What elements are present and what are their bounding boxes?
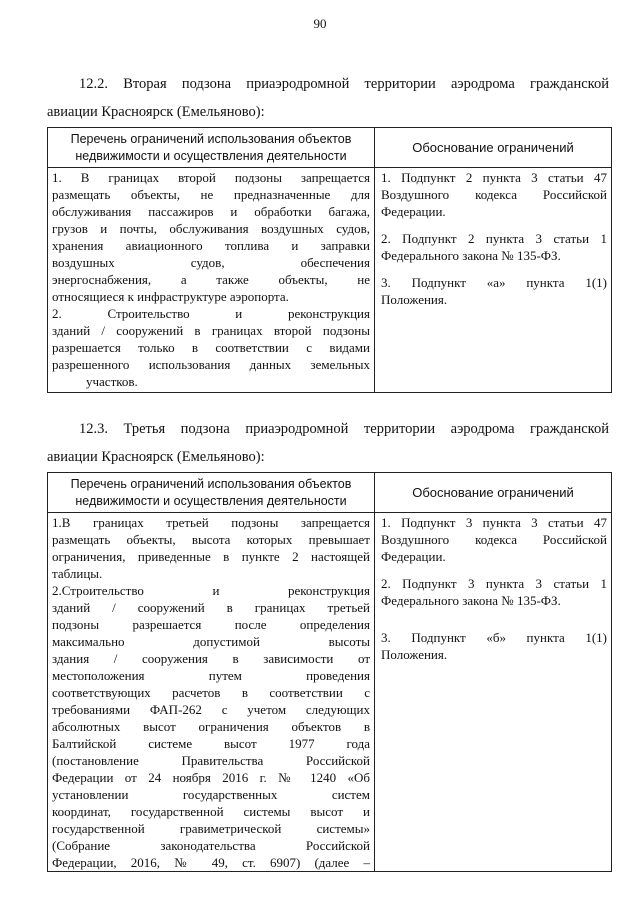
text-line: размещать объекты, не предназначенные для bbox=[52, 187, 370, 202]
restrictions-table-12-3 bbox=[47, 472, 612, 872]
restrictions-cell bbox=[48, 168, 375, 393]
section-12-2-heading bbox=[47, 70, 609, 126]
text-line: участков. bbox=[86, 374, 138, 389]
text-line: 2. Подпункт 2 пункта 3 статьи 1 bbox=[381, 231, 607, 246]
text-line: Балтийской системе высот 1977 года bbox=[52, 736, 370, 751]
column-header-restrictions: Перечень ограничений использования объектов недвижимости и осуществления деятельности bbox=[48, 128, 375, 168]
column-header-justification: Обоснование ограничений bbox=[375, 128, 612, 168]
text-line: Воздушного кодекса Российской bbox=[381, 187, 607, 202]
text-line: хранения авиационного топлива и заправки bbox=[52, 238, 370, 253]
text-line: Федерального закона № 135-ФЗ. bbox=[381, 593, 561, 608]
text-line: Федерации от 24 ноября 2016 г. № 1240 «Об bbox=[52, 770, 370, 785]
text-line: Положения. bbox=[381, 292, 448, 307]
section-12-3-heading bbox=[47, 415, 609, 471]
text-line: максимально допустимой высоты bbox=[52, 634, 370, 649]
text-line: 2. Строительство и реконструкция bbox=[52, 306, 370, 321]
text-line: грузов и почты, обслуживания воздушных судов, bbox=[52, 221, 370, 236]
column-header-restrictions: Перечень ограничений использования объектов недвижимости и осуществления деятельности bbox=[48, 473, 375, 513]
text-line: координат, государственной системы высот и bbox=[52, 804, 370, 819]
text-line: Федерации, 2016, № 49, ст. 6907) (далее – bbox=[52, 855, 370, 870]
text-line: государственной гравиметрической системы» bbox=[52, 821, 370, 836]
text-line: подзоны разрешается после определения bbox=[52, 617, 370, 632]
text-line: 3. Подпункт «а» пункта 1(1) bbox=[381, 275, 607, 290]
text-line: зданий / сооружений в границах второй подзоны bbox=[52, 323, 370, 338]
text-line: Федерального закона № 135-ФЗ. bbox=[381, 248, 561, 263]
text-line: Воздушного кодекса Российской bbox=[381, 532, 607, 547]
justification-cell bbox=[375, 168, 612, 393]
text-line: 3. Подпункт «б» пункта 1(1) bbox=[381, 630, 607, 645]
text-line: 1. Подпункт 3 пункта 3 статьи 47 bbox=[381, 515, 607, 530]
text-line: (Собрание законодательства Российской bbox=[52, 838, 370, 853]
heading-line: 12.3. Третья подзона приаэродромной территории аэродрома гражданской bbox=[79, 421, 609, 437]
text-line: абсолютных высот ограничения объектов в bbox=[52, 719, 370, 734]
text-line: относящиеся к инфраструктуре аэропорта. bbox=[52, 289, 289, 304]
text-line: 1.В границах третьей подзоны запрещается bbox=[52, 515, 370, 530]
heading-line: 12.2. Вторая подзона приаэродромной территории аэродрома гражданской bbox=[79, 76, 609, 92]
text-line: Положения. bbox=[381, 647, 448, 662]
text-line: требованиями ФАП-262 с учетом следующих bbox=[52, 702, 370, 717]
text-line: энергоснабжения, а также объекты, не bbox=[52, 272, 370, 287]
restrictions-table-12-2 bbox=[47, 127, 612, 393]
heading-line: авиации Красноярск (Емельяново): bbox=[47, 104, 265, 120]
page-number: 90 bbox=[313, 16, 327, 31]
restrictions-cell bbox=[48, 513, 375, 872]
text-line: здания / сооружения в зависимости от bbox=[52, 651, 370, 666]
text-line: 2.Строительство и реконструкция bbox=[52, 583, 370, 598]
text-line: 1. Подпункт 2 пункта 3 статьи 47 bbox=[381, 170, 607, 185]
text-line: Федерации. bbox=[381, 549, 446, 564]
text-line: 1. В границах второй подзоны запрещается bbox=[52, 170, 370, 185]
text-line: размещать объекты, высота которых превышает bbox=[52, 532, 370, 547]
text-line: (постановление Правительства Российской bbox=[52, 753, 370, 768]
text-line: обслуживания пассажиров и обработки багажа, bbox=[52, 204, 370, 219]
text-line: таблицы. bbox=[52, 566, 103, 581]
text-line: местоположения путем проведения bbox=[52, 668, 370, 683]
text-line: установлении государственных систем bbox=[52, 787, 370, 802]
text-line: 2. Подпункт 3 пункта 3 статьи 1 bbox=[381, 576, 607, 591]
heading-line: авиации Красноярск (Емельяново): bbox=[47, 449, 265, 465]
text-line: зданий / сооружений в границах третьей bbox=[52, 600, 370, 615]
text-line: воздушных судов, обеспечения bbox=[52, 255, 370, 270]
column-header-justification: Обоснование ограничений bbox=[375, 473, 612, 513]
text-line: соответствующих расчетов в соответствии с bbox=[52, 685, 370, 700]
text-line: ограничения, приведенные в пункте 2 настоящей bbox=[52, 549, 370, 564]
justification-cell bbox=[375, 513, 612, 872]
text-line: разрешается только в соответствии с видами bbox=[52, 340, 370, 355]
text-line: Федерации. bbox=[381, 204, 446, 219]
text-line: разрешенного использования данных земельных bbox=[52, 357, 370, 372]
